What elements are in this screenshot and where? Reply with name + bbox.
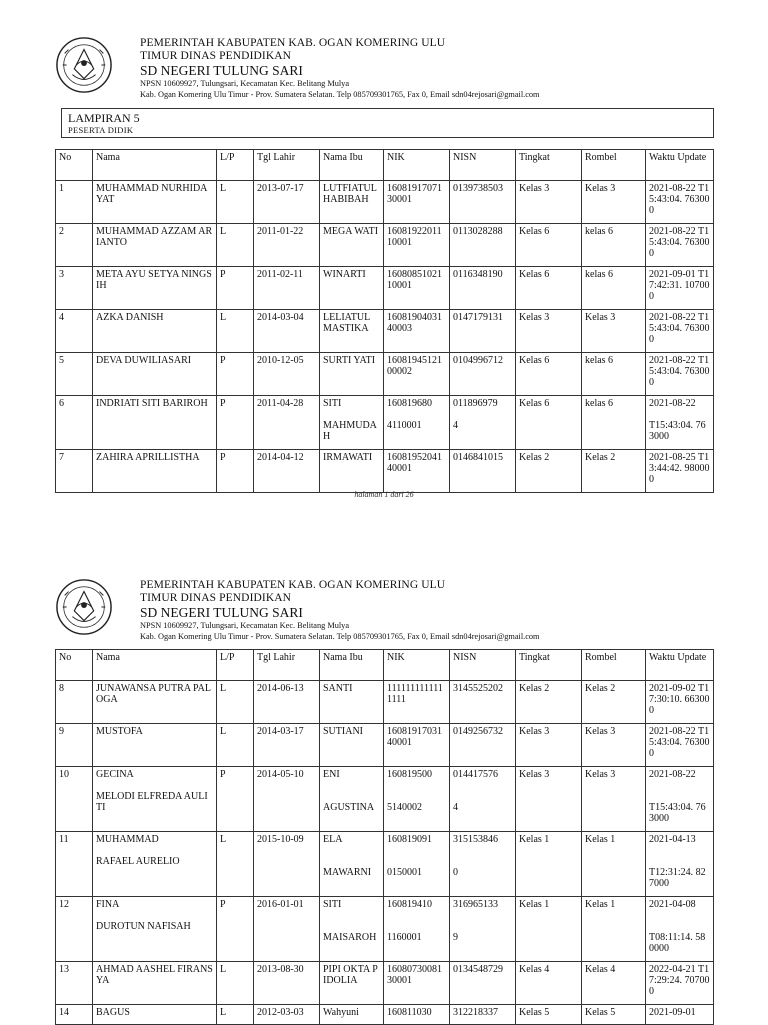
table-row (56, 832, 714, 897)
cell-nama-ibu (320, 767, 384, 832)
cell-lp: P (217, 267, 254, 310)
table-row (56, 1005, 714, 1025)
cell-line: DUROTUN NAFISAH (96, 921, 191, 932)
cell-nisn (450, 767, 516, 832)
cell-tgl-lahir: 2011-02-11 (254, 267, 320, 310)
cell-nama: AZKA DANISH (93, 310, 217, 353)
cell-lp: L (217, 724, 254, 767)
cell-tgl-lahir: 2010-12-05 (254, 353, 320, 396)
tut-wuri-handayani-logo-icon (55, 578, 113, 636)
cell-lp: P (217, 396, 254, 450)
cell-nama (93, 897, 217, 962)
table-row (56, 681, 714, 724)
table-row (56, 181, 714, 224)
header-contact: Kab. Ogan Komering Ulu Timur - Prov. Sumatera Selatan. Telp 085709301765, Fax 0, Email sdn04rejosari@gmail.com (140, 90, 540, 99)
column-header: Nama Ibu (320, 650, 384, 681)
cell-nama-ibu: WINARTI (320, 267, 384, 310)
cell-waktu-update: 2021-09-01 T17:42:31. 107000 (646, 267, 714, 310)
cell-tingkat: Kelas 4 (516, 962, 582, 1005)
cell-nama-ibu: IRMAWATI (320, 450, 384, 493)
cell-nisn: 0134548729 (450, 962, 516, 1005)
column-header: L/P (217, 650, 254, 681)
lampiran-title: LAMPIRAN 5 (68, 111, 140, 125)
cell-waktu-update: 2021-08-22 T15:43:04. 763000 (646, 181, 714, 224)
cell-line: 0150001 (387, 867, 422, 878)
cell-line: 9 (453, 932, 458, 943)
cell-tgl-lahir: 2016-01-01 (254, 897, 320, 962)
cell-tgl-lahir: 2015-10-09 (254, 832, 320, 897)
cell-lp: L (217, 1005, 254, 1025)
cell-nisn (450, 396, 516, 450)
cell-line: FINA (96, 899, 120, 910)
cell-lp: L (217, 832, 254, 897)
cell-lp: P (217, 897, 254, 962)
cell-lp: L (217, 310, 254, 353)
cell-line: SITI (323, 899, 342, 910)
cell-no: 14 (56, 1005, 93, 1025)
table-row (56, 310, 714, 353)
cell-rombel: Kelas 1 (582, 832, 646, 897)
cell-nik (384, 832, 450, 897)
cell-line: GECINA (96, 769, 134, 780)
lampiran-subtitle: PESERTA DIDIK (68, 125, 134, 135)
cell-nik (384, 396, 450, 450)
cell-tgl-lahir: 2012-03-03 (254, 1005, 320, 1025)
cell-nik: 1111111111111111 (384, 681, 450, 724)
header-address: NPSN 10609927, Tulungsari, Kecamatan Kec. Belitang Mulya (140, 621, 350, 630)
cell-rombel: kelas 6 (582, 224, 646, 267)
cell-nisn: 3145525202 (450, 681, 516, 724)
cell-line: MUHAMMAD (96, 834, 159, 845)
cell-line: 4 (453, 420, 458, 431)
cell-nama: ZAHIRA APRILLISTHA (93, 450, 217, 493)
cell-nama: BAGUS (93, 1005, 217, 1025)
tut-wuri-handayani-logo-icon (55, 36, 113, 94)
cell-no: 13 (56, 962, 93, 1005)
cell-rombel: Kelas 2 (582, 450, 646, 493)
table-header-row (56, 150, 714, 181)
table-row (56, 897, 714, 962)
cell-rombel: kelas 6 (582, 353, 646, 396)
cell-nama-ibu: SANTI (320, 681, 384, 724)
cell-no: 2 (56, 224, 93, 267)
table-row (56, 353, 714, 396)
cell-no: 3 (56, 267, 93, 310)
table-row (56, 224, 714, 267)
cell-line: 2021-04-13 (649, 834, 696, 845)
cell-waktu-update (646, 897, 714, 962)
cell-tgl-lahir: 2014-03-04 (254, 310, 320, 353)
header-department: TIMUR DINAS PENDIDIKAN (140, 50, 292, 62)
cell-waktu-update: 2021-08-22 T15:43:04. 763000 (646, 724, 714, 767)
cell-no: 8 (56, 681, 93, 724)
cell-nama-ibu (320, 832, 384, 897)
cell-nama-ibu: MEGA WATI (320, 224, 384, 267)
cell-line: 4110001 (387, 420, 422, 431)
cell-tingkat: Kelas 3 (516, 310, 582, 353)
cell-no: 11 (56, 832, 93, 897)
cell-line: T08:11:14. 580000 (649, 932, 706, 954)
cell-line: 160819410 (387, 899, 432, 910)
cell-lp: L (217, 224, 254, 267)
cell-line: AGUSTINA (323, 802, 375, 813)
cell-nik: 160811030 (384, 1005, 450, 1025)
cell-no: 12 (56, 897, 93, 962)
table-row (56, 724, 714, 767)
cell-line: T12:31:24. 827000 (649, 867, 706, 889)
table-row (56, 450, 714, 493)
cell-line: 315153846 (453, 834, 498, 845)
cell-tgl-lahir: 2014-03-17 (254, 724, 320, 767)
cell-line: 316965133 (453, 899, 498, 910)
cell-tingkat: Kelas 2 (516, 450, 582, 493)
cell-waktu-update (646, 832, 714, 897)
cell-nisn: 0147179131 (450, 310, 516, 353)
column-header: Waktu Update (646, 650, 714, 681)
column-header: Rombel (582, 150, 646, 181)
cell-lp: L (217, 681, 254, 724)
cell-nisn: 0116348190 (450, 267, 516, 310)
cell-nik (384, 897, 450, 962)
cell-tgl-lahir: 2014-06-13 (254, 681, 320, 724)
cell-nisn: 0146841015 (450, 450, 516, 493)
cell-line: MAHMUDAH (323, 420, 377, 442)
column-header: Rombel (582, 650, 646, 681)
cell-line: SITI (323, 398, 342, 409)
cell-nama: JUNAWANSA PUTRA PALOGA (93, 681, 217, 724)
cell-rombel: Kelas 2 (582, 681, 646, 724)
cell-line: RAFAEL AURELIO (96, 856, 180, 867)
column-header: Nama (93, 150, 217, 181)
column-header: L/P (217, 150, 254, 181)
cell-tgl-lahir: 2011-04-28 (254, 396, 320, 450)
cell-tingkat: Kelas 3 (516, 724, 582, 767)
cell-nama: AHMAD AASHEL FIRANSYA (93, 962, 217, 1005)
cell-line: ENI (323, 769, 340, 780)
column-header: No (56, 150, 93, 181)
cell-rombel: Kelas 3 (582, 310, 646, 353)
cell-nama-ibu (320, 897, 384, 962)
column-header: NIK (384, 650, 450, 681)
cell-waktu-update: 2021-08-25 T13:44:42. 980000 (646, 450, 714, 493)
cell-nik: 1608191707130001 (384, 181, 450, 224)
cell-rombel: kelas 6 (582, 267, 646, 310)
cell-tgl-lahir: 2013-08-30 (254, 962, 320, 1005)
cell-no: 1 (56, 181, 93, 224)
cell-rombel: Kelas 1 (582, 897, 646, 962)
column-header: Waktu Update (646, 150, 714, 181)
cell-waktu-update: 2021-09-01 (646, 1005, 714, 1025)
cell-waktu-update: 2021-09-02 T17:30:10. 663000 (646, 681, 714, 724)
cell-line: 1160001 (387, 932, 422, 943)
cell-nama: INDRIATI SITI BARIROH (93, 396, 217, 450)
cell-line: 014417576 (453, 769, 498, 780)
cell-waktu-update: 2021-08-22 T15:43:04. 763000 (646, 310, 714, 353)
cell-no: 4 (56, 310, 93, 353)
cell-line: MELODI ELFREDA AULITI (96, 791, 208, 813)
cell-waktu-update (646, 396, 714, 450)
cell-nik: 1608192201110001 (384, 224, 450, 267)
cell-tgl-lahir: 2011-01-22 (254, 224, 320, 267)
cell-nama-ibu (320, 396, 384, 450)
cell-nisn: 0149256732 (450, 724, 516, 767)
cell-tingkat: Kelas 2 (516, 681, 582, 724)
column-header: Tgl Lahir (254, 650, 320, 681)
column-header: Nama Ibu (320, 150, 384, 181)
column-header: Nama (93, 650, 217, 681)
cell-nisn: 0139738503 (450, 181, 516, 224)
table-row (56, 267, 714, 310)
cell-nama: MUSTOFA (93, 724, 217, 767)
column-header: NIK (384, 150, 450, 181)
table-header-row (56, 650, 714, 681)
cell-nama (93, 832, 217, 897)
cell-tingkat: Kelas 6 (516, 224, 582, 267)
column-header: Tingkat (516, 650, 582, 681)
cell-tingkat: Kelas 1 (516, 832, 582, 897)
cell-tingkat: Kelas 6 (516, 353, 582, 396)
cell-lp: P (217, 767, 254, 832)
cell-nisn: 312218337 (450, 1005, 516, 1025)
cell-rombel: Kelas 3 (582, 724, 646, 767)
cell-line: 2021-08-22 (649, 769, 696, 780)
cell-rombel: Kelas 5 (582, 1005, 646, 1025)
cell-lp: P (217, 450, 254, 493)
cell-nik: 1608190403140003 (384, 310, 450, 353)
cell-nik: 1608085102110001 (384, 267, 450, 310)
cell-nama (93, 767, 217, 832)
column-header: Tgl Lahir (254, 150, 320, 181)
cell-nama-ibu: Wahyuni (320, 1005, 384, 1025)
column-header: No (56, 650, 93, 681)
cell-rombel: Kelas 4 (582, 962, 646, 1005)
cell-rombel: Kelas 3 (582, 767, 646, 832)
cell-lp: P (217, 353, 254, 396)
header-contact: Kab. Ogan Komering Ulu Timur - Prov. Sumatera Selatan. Telp 085709301765, Fax 0, Email sdn04rejosari@gmail.com (140, 632, 540, 641)
cell-nisn (450, 832, 516, 897)
cell-line: T15:43:04. 763000 (649, 802, 706, 824)
cell-nik: 1608195204140001 (384, 450, 450, 493)
column-header: NISN (450, 650, 516, 681)
cell-waktu-update (646, 767, 714, 832)
cell-nik (384, 767, 450, 832)
cell-tingkat: Kelas 1 (516, 897, 582, 962)
cell-nama-ibu: SURTI YATI (320, 353, 384, 396)
cell-nama-ibu: PIPI OKTA PIDOLIA (320, 962, 384, 1005)
cell-nama: MUHAMMAD NURHIDAYAT (93, 181, 217, 224)
cell-tingkat: Kelas 6 (516, 396, 582, 450)
cell-line: MAISAROH (323, 932, 377, 943)
cell-nisn: 0113028288 (450, 224, 516, 267)
cell-no: 7 (56, 450, 93, 493)
cell-no: 9 (56, 724, 93, 767)
cell-line: 5140002 (387, 802, 422, 813)
cell-line: 160819091 (387, 834, 432, 845)
cell-no: 10 (56, 767, 93, 832)
header-school-name: SD NEGERI TULUNG SARI (140, 63, 303, 78)
cell-line: 160819680 (387, 398, 432, 409)
cell-nik: 1608073008130001 (384, 962, 450, 1005)
cell-line: 4 (453, 802, 458, 813)
cell-line: 160819500 (387, 769, 432, 780)
cell-nik: 1608194512100002 (384, 353, 450, 396)
cell-nama-ibu: LELIATUL MASTIKA (320, 310, 384, 353)
header-department: TIMUR DINAS PENDIDIKAN (140, 592, 292, 604)
cell-tgl-lahir: 2014-04-12 (254, 450, 320, 493)
cell-waktu-update: 2021-08-22 T15:43:04. 763000 (646, 353, 714, 396)
cell-tgl-lahir: 2014-05-10 (254, 767, 320, 832)
column-header: NISN (450, 150, 516, 181)
cell-line: 0 (453, 867, 458, 878)
page-number: halaman 1 dari 26 (354, 490, 414, 499)
cell-tingkat: Kelas 3 (516, 181, 582, 224)
cell-nama-ibu: LUTFIATUL HABIBAH (320, 181, 384, 224)
cell-nama: DEVA DUWILIASARI (93, 353, 217, 396)
student-table-page-1 (55, 149, 714, 493)
cell-nisn: 0104996712 (450, 353, 516, 396)
cell-nama: MUHAMMAD AZZAM ARIANTO (93, 224, 217, 267)
lampiran-box (61, 108, 714, 138)
cell-line: ELA (323, 834, 343, 845)
cell-no: 5 (56, 353, 93, 396)
cell-nisn (450, 897, 516, 962)
header-address: NPSN 10609927, Tulungsari, Kecamatan Kec. Belitang Mulya (140, 79, 350, 88)
cell-tingkat: Kelas 3 (516, 767, 582, 832)
table-row (56, 767, 714, 832)
cell-tingkat: Kelas 6 (516, 267, 582, 310)
table-row (56, 396, 714, 450)
column-header: Tingkat (516, 150, 582, 181)
cell-waktu-update: 2022-04-21 T17:29:24. 707000 (646, 962, 714, 1005)
header-government: PEMERINTAH KABUPATEN KAB. OGAN KOMERING ULU (140, 37, 446, 49)
cell-rombel: Kelas 3 (582, 181, 646, 224)
student-table-page-2 (55, 649, 714, 1025)
cell-line: T15:43:04. 763000 (649, 420, 706, 442)
cell-waktu-update: 2021-08-22 T15:43:04. 763000 (646, 224, 714, 267)
cell-no: 6 (56, 396, 93, 450)
cell-nama-ibu: SUTIANI (320, 724, 384, 767)
table-row (56, 962, 714, 1005)
cell-line: 011896979 (453, 398, 498, 409)
cell-line: 2021-08-22 (649, 398, 696, 409)
letterhead (55, 576, 715, 644)
letterhead (55, 34, 715, 102)
cell-rombel: kelas 6 (582, 396, 646, 450)
cell-tgl-lahir: 2013-07-17 (254, 181, 320, 224)
cell-line: 2021-04-08 (649, 899, 696, 910)
cell-lp: L (217, 962, 254, 1005)
header-government: PEMERINTAH KABUPATEN KAB. OGAN KOMERING ULU (140, 579, 446, 591)
cell-nik: 1608191703140001 (384, 724, 450, 767)
cell-line: MAWARNI (323, 867, 372, 878)
header-school-name: SD NEGERI TULUNG SARI (140, 605, 303, 620)
cell-nama: META AYU SETYA NINGSIH (93, 267, 217, 310)
cell-lp: L (217, 181, 254, 224)
cell-tingkat: Kelas 5 (516, 1005, 582, 1025)
